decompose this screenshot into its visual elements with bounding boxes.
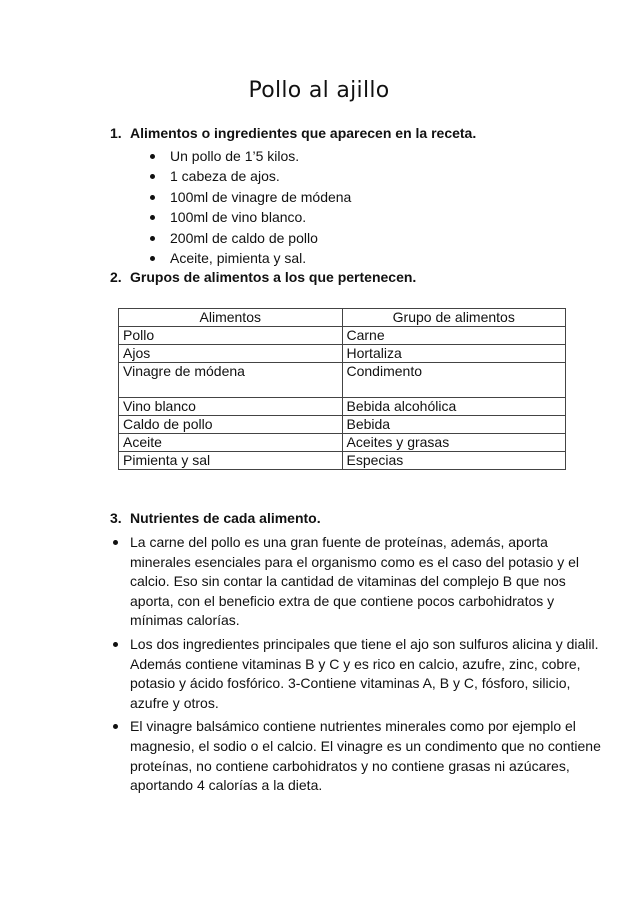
bullet-icon xyxy=(150,195,155,200)
list-item-text: Un pollo de 1’5 kilos. xyxy=(170,148,300,164)
list-item xyxy=(150,187,351,207)
section-number: 1. xyxy=(110,125,122,141)
table-row xyxy=(119,398,566,416)
bullet-icon xyxy=(113,642,118,647)
list-item xyxy=(150,207,351,227)
table-cell: Ajos xyxy=(119,345,343,363)
table-header-row xyxy=(119,309,566,327)
table-cell: Condimento xyxy=(342,363,566,398)
section-heading-text: Nutrientes de cada alimento. xyxy=(130,510,321,526)
section-heading-1 xyxy=(110,125,476,141)
bullet-icon xyxy=(150,215,155,220)
table-cell: Caldo de pollo xyxy=(119,416,343,434)
section-heading-3 xyxy=(110,510,321,526)
table-cell: Especias xyxy=(342,452,566,470)
table-row xyxy=(119,363,566,398)
section-heading-text: Alimentos o ingredientes que aparecen en la receta. xyxy=(130,125,477,141)
table-cell: Bebida alcohólica xyxy=(342,398,566,416)
nutrients-list xyxy=(110,533,610,800)
list-item-text: 100ml de vinagre de módena xyxy=(170,188,352,205)
section-number: 3. xyxy=(110,510,122,526)
table-cell: Aceite xyxy=(119,434,343,452)
table-row xyxy=(119,345,566,363)
list-item xyxy=(150,146,351,166)
list-item xyxy=(110,635,610,713)
table-cell: Pimienta y sal xyxy=(119,452,343,470)
list-item xyxy=(110,533,610,631)
table-cell: Hortaliza xyxy=(342,345,566,363)
table-cell: Vino blanco xyxy=(119,398,343,416)
table-cell: Pollo xyxy=(119,327,343,345)
list-item-text: 200ml de caldo de pollo xyxy=(170,229,318,246)
table-header-cell: Grupo de alimentos xyxy=(342,309,566,327)
list-item xyxy=(110,717,610,795)
list-item-text: 1 cabeza de ajos. xyxy=(170,168,280,185)
bullet-icon xyxy=(113,540,118,545)
bullet-icon xyxy=(113,724,118,729)
section-number: 2. xyxy=(110,269,122,285)
table-row xyxy=(119,434,566,452)
bullet-icon xyxy=(150,236,155,241)
table-row xyxy=(119,452,566,470)
table-header-cell: Alimentos xyxy=(119,309,343,327)
section-heading-text: Grupos de alimentos a los que pertenecen. xyxy=(130,269,417,285)
list-item xyxy=(150,166,351,186)
table-row xyxy=(119,327,566,345)
table-cell: Carne xyxy=(342,327,566,345)
table-cell: Bebida xyxy=(342,416,566,434)
section-heading-2 xyxy=(110,269,416,285)
table-row xyxy=(119,416,566,434)
food-groups-table xyxy=(118,308,566,470)
bullet-icon xyxy=(150,174,155,179)
page-title: Pollo al ajillo xyxy=(248,78,390,103)
bullet-icon xyxy=(150,256,155,261)
list-item xyxy=(150,228,351,248)
paragraph-text: La carne del pollo es una gran fuente de proteínas, además, aporta minerales esenciales para el organismo como es el caso del potasio y el calcio. Eso sin contar la cantidad de vitaminas del complejo B que nos aporta, con el beneficio extra de que contiene pocos carbohidratos y mínimas calorías. xyxy=(130,534,580,629)
table-cell: Vinagre de módena xyxy=(119,363,343,398)
bullet-icon xyxy=(150,154,155,159)
paragraph-text: El vinagre balsámico contiene nutrientes minerales como por ejemplo el magnesio, el sodio o el calcio. El vinagre es un condimento que no contiene proteínas, no contiene carbohidratos y no contiene grasas ni azúcares, aportando 4 calorías a la dieta. xyxy=(130,718,601,794)
ingredient-list xyxy=(150,146,351,268)
list-item xyxy=(150,248,351,268)
list-item-text: Aceite, pimienta y sal. xyxy=(170,249,307,266)
table-cell: Aceites y grasas xyxy=(342,434,566,452)
paragraph-text: Los dos ingredientes principales que tiene el ajo son sulfuros alicina y dialil. Además contiene vitaminas B y C y es rico en calcio, azufre, zinc, cobre, potasio y ácido fosfórico. 3-Contiene vitaminas A, B y C, fósforo, silicio, azufre y otros. xyxy=(130,635,599,711)
list-item-text: 100ml de vino blanco. xyxy=(170,209,307,226)
